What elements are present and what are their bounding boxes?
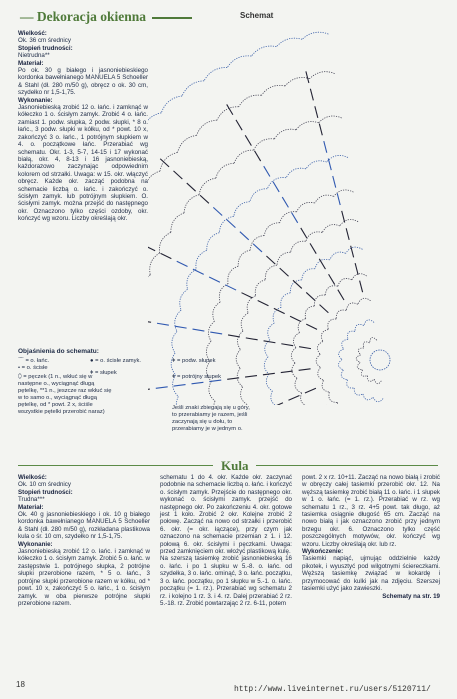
chain-arc: [187, 269, 196, 289]
chain-arc: [238, 250, 250, 266]
chain-arc: [209, 381, 215, 401]
chain-arc: [338, 402, 348, 405]
chain-arc: [317, 341, 323, 354]
chain-arc: [159, 232, 170, 253]
chain-arc: [322, 380, 329, 392]
stitch-mark: [360, 281, 363, 293]
stitch-mark: [173, 171, 182, 179]
chain-arc: [285, 77, 309, 85]
stitch-mark: [342, 211, 345, 223]
chain-arc: [264, 223, 280, 236]
section-heading: Wykonanie:: [18, 96, 53, 104]
stitch-mark: [306, 324, 317, 329]
chain-arc: [341, 370, 347, 380]
chain-arc: [367, 376, 374, 382]
stitch-mark: [157, 323, 169, 325]
stitch-mark: [306, 71, 309, 83]
chain-arc: [216, 163, 234, 178]
section-heading: Wielkość:: [18, 474, 47, 481]
chain-arc: [297, 202, 315, 211]
stitch-mark: [306, 292, 315, 300]
stitch-mark: [258, 301, 269, 306]
chain-arc: [184, 195, 199, 213]
page-title: — Dekoracja okienna: [20, 9, 192, 25]
chain-arc: [175, 310, 181, 331]
chain-arc: [314, 295, 325, 306]
chain-arc: [346, 303, 358, 310]
stitch-mark: [236, 120, 242, 130]
chain-arc: [356, 355, 360, 363]
chain-arc: [364, 320, 374, 326]
chain-arc: [286, 168, 306, 178]
chain-arc: [281, 293, 291, 308]
cluster-icon: ⬯: [18, 374, 22, 380]
stitch-mark: [328, 159, 331, 171]
section-heading: Wykonanie:: [18, 540, 53, 548]
stitch-mark: [299, 347, 311, 349]
chain-arc: [204, 67, 227, 80]
chain-arc: [293, 333, 299, 348]
section-text: Trudna***: [18, 496, 45, 504]
stitch-mark: [254, 151, 260, 161]
chain-arc: [150, 253, 160, 275]
stitch-mark: [148, 320, 151, 322]
stitch-mark: [266, 256, 275, 264]
stitch-mark: [333, 176, 336, 188]
chain-arc: [338, 359, 343, 370]
stitch-mark: [264, 166, 270, 176]
chain-arc: [301, 393, 309, 405]
chain-arc: [227, 56, 251, 68]
chain-arc: [347, 331, 355, 339]
chain-arc: [180, 289, 188, 310]
stitch-mark: [293, 280, 302, 288]
stitch-mark: [320, 305, 329, 313]
chain-arc: [358, 298, 371, 304]
stitch-mark: [319, 259, 325, 269]
legend-title: Objaśnienia do schematu:: [18, 348, 99, 355]
chain-arc: [316, 354, 320, 367]
chain-arc: [363, 342, 369, 348]
section-heading: Stopień trudności:: [18, 44, 73, 52]
stitch-mark: [156, 387, 168, 389]
stitch-mark: [209, 277, 220, 282]
chain-arc: [197, 120, 217, 135]
single-crochet-icon: •: [18, 365, 21, 371]
chain-arc: [148, 171, 160, 191]
stitch-mark: [282, 197, 288, 207]
stitch-mark: [338, 290, 344, 300]
chain-arc: [325, 286, 338, 295]
chain-arc: [358, 348, 364, 355]
chain-arc: [291, 348, 296, 363]
double-crochet-icon: ǂ: [90, 370, 94, 376]
stitch-mark: [280, 268, 289, 276]
chain-arc: [342, 339, 348, 349]
chain-arc: [261, 85, 285, 95]
chain-arc: [228, 266, 238, 283]
chain-arc: [295, 378, 302, 393]
chain-arc: [338, 279, 352, 287]
chain-arc: [336, 310, 346, 319]
stitch-mark: [253, 244, 262, 252]
stitch-mark: [148, 389, 150, 391]
stitch-mark: [319, 124, 322, 136]
chain-arc: [276, 38, 302, 47]
section-text: Ok. 40 g jasnoniebieskiego i ok. 10 g białego kordonka bawełnianego MANUELA 5 Schoeller & Stahl (dł. 280 m/50 g), rozkładana plastikowa kula o śr. 10 cm, szydełko nr 1,5-1,75.: [18, 511, 150, 541]
stitch-mark: [281, 371, 293, 373]
chain-arc: [346, 247, 363, 253]
stitch-mark: [324, 141, 327, 153]
chain-arc: [171, 213, 184, 233]
chain-arc: [241, 387, 248, 405]
chain-symbol-icon: ⌒: [18, 358, 24, 364]
stitch-mark: [245, 135, 251, 145]
stitch-mark: [187, 183, 196, 191]
chain-arc: [302, 32, 328, 39]
stitch-mark: [240, 232, 249, 240]
chain-arc: [255, 280, 265, 296]
chain-arc: [374, 379, 382, 384]
chain-arc: [265, 265, 277, 280]
chain-arc: [361, 370, 367, 376]
chain-arc: [241, 313, 248, 331]
section-heading: Stopień trudności:: [18, 488, 73, 496]
legend-left: ⌒ = o. łańc. • = o. ścisłe ⬯ = pęczek (1 n., wkłuć się w następne o., wyciągnąć długą pętelkę, **1 n., jeszcze raz wkłuć się w to samo o., wyciągnąć długą pętelkę, od * powt. 2 x, ściśle wszystkie pętelki przerobić naraz): [18, 358, 112, 415]
legend-middle: ● = o. ścisłe zamyk. ǂ = słupek: [90, 358, 142, 376]
chain-arc: [328, 319, 336, 330]
stitch-mark: [274, 308, 285, 313]
chain-arc: [291, 241, 306, 252]
chain-arc: [319, 116, 342, 123]
section-heading: Materiał:: [18, 59, 44, 67]
stitch-mark: [225, 285, 236, 290]
chain-arc: [172, 331, 177, 353]
chain-arc: [264, 357, 269, 374]
chain-arc: [302, 269, 315, 280]
stitch-mark: [290, 316, 301, 321]
chain-arc: [347, 380, 354, 388]
chain-arc: [234, 150, 254, 163]
chain-arc: [339, 349, 344, 359]
chain-arc: [310, 72, 335, 79]
chain-arc: [219, 284, 228, 302]
chain-arc: [334, 190, 354, 196]
section-heading: Wielkość:: [18, 30, 47, 37]
stitch-mark: [161, 253, 172, 258]
stitch-mark: [241, 293, 252, 298]
chain-arc: [266, 374, 272, 391]
chain-arc: [329, 392, 338, 402]
page-number: 18: [16, 680, 25, 689]
stitch-mark: [310, 89, 313, 101]
stitch-mark: [174, 385, 186, 387]
stitch-mark: [264, 341, 276, 343]
stitch-mark: [288, 395, 299, 400]
stitch-mark: [329, 274, 335, 284]
stitch-mark: [246, 338, 258, 340]
chain-arc: [217, 107, 239, 120]
chain-arc: [213, 302, 220, 321]
chain-arc: [370, 338, 377, 343]
chain-arc: [357, 363, 362, 370]
chain-arc: [352, 274, 367, 280]
chain-arc: [247, 296, 255, 313]
chain-arc: [207, 233, 220, 251]
stitch-mark: [228, 335, 240, 337]
chain-arc: [315, 195, 334, 203]
schemat-label: Schemat: [240, 11, 274, 20]
stitch-mark: [305, 388, 316, 393]
stitch-mark: [193, 329, 205, 331]
chain-arc: [318, 368, 324, 381]
section-text: Nietrudna**: [18, 52, 50, 60]
chain-arc: [176, 396, 183, 405]
chain-arc: [182, 81, 204, 96]
stitch-mark: [292, 213, 298, 223]
chain-arc: [234, 202, 250, 217]
chain-arc: [354, 388, 363, 395]
chain-arc: [268, 323, 275, 340]
chain-arc: [148, 275, 150, 297]
chain-arc: [274, 129, 296, 139]
kula-column-3: powt. 2 x rz. 10+11. Zacząć na nowo białą i zrobić w obręczy całej tasiemki przerobić okr. 12. Na węższą tasiemkę zrobić białą 11 o. łańc. i 1 słupek w 1 o. łańc. (= 1. rz.). Przerabiać w rz. wg schematu 1 rz., 3 rz. 4+5 powt. tak długo, aż tasiemka osiągnie długość 65 cm. Zacząć na nowo białą i jak oznaczono zrobić przy jednym brzegu okr. 6. Oznaczono tylko część poszczególnych motywów, okr. kończyć wg wzoru. Liczby określają okr. lub rz. Wykończenie: Tasiemki napiąć, ujmując oddzielnie każdy pikotek, i wyusztyć pod wilgotnymi ściereczkami. Węższą tasiemkę związać w kokardę i przymocować do kulki jak na zdjęciu. Szerszej tasiemki użyć jako zawieszki. Schematy na str. 19: [302, 474, 440, 600]
legend-note: Jeśli znaki zbiegają się u góry, to przerabiamy je razem, jeśli zaczynają się u dołu, to przerabiamy je w jednym o.: [172, 405, 250, 432]
stitch-mark: [337, 193, 340, 205]
chain-arc: [161, 96, 182, 113]
chain-arc: [239, 95, 262, 107]
chain-arc: [296, 122, 319, 130]
chain-arc: [250, 189, 268, 202]
slip-stitch-icon: ●: [90, 358, 94, 364]
chain-arc: [208, 321, 214, 341]
chain-arc: [237, 331, 243, 350]
stitch-mark: [175, 326, 187, 328]
chain-arc: [355, 324, 364, 331]
section-text: Ok. 36 cm średnicy: [18, 37, 71, 45]
kula-column-2: schematu 1 do 4. okr. Każde okr. zaczynać podobnie na schemacie liczbą o. łańc. i kończyć o. ścisłym zamyk. Przejście do następnego okr. wykonać o. ścisłymi zamyk. przejść do następnego okr. Po zakończeniu 4. okr. gotowe jest 1 koło. Zrobić 2 okr. Kolejne zrobić 2 połowę. Zacząć na nowo od strzałki i przerobić 6. okr. (= okr. łączące), przy czym jak oznaczono na schemacie przemian z 1. i 12. połową 6. okr. ścisłymi i pęczkami. Uwaga: przed zamknięciem okr. włożyć plastikową kulę. Na szerszą tasiemkę zrobić jasnoniebieską 16 o. łańc. i po 1 słupku w 5.-8. o. łańc. od szydełka, 3 o. łańc. ominąć, 3 o. łańc. początku, 3 o. łańc. początku, po 1 słupku w 5.-1. o. łańc. początku (= 1. rz.). Przerabiać wg schematu 2 rz. i kolejno 1 rz. 3. i 4. rz. Dalej przerabiać 2 rz. 5.-18. rz. Zrobić powtarzając 2 rz. 6-11, potem: [160, 474, 292, 607]
chain-arc: [178, 135, 197, 152]
crochet-diagram: [148, 20, 452, 405]
stitch-mark: [299, 369, 311, 371]
stitch-mark: [310, 243, 316, 253]
stitch-mark: [193, 269, 204, 274]
stitch-mark: [213, 207, 222, 215]
chain-arc: [254, 139, 275, 150]
chain-arc: [330, 252, 346, 260]
stitch-mark: [272, 403, 283, 405]
chain-arc: [305, 306, 314, 319]
chain-arc: [363, 394, 373, 400]
section-text: Po ok. 30 g białego i jasnoniebieskiego kordonka bawełnianego MANUELA 5 Schoeller & Stahl (dł. 280 m/50 g), obręcz o ok. 30 cm, szydełko nr 1,5-1,75.: [18, 67, 148, 97]
section-text: Ok. 10 cm średnicy: [18, 481, 71, 489]
chain-arc: [340, 219, 358, 225]
chain-arc: [373, 397, 384, 401]
chain-arc: [199, 178, 216, 195]
stitch-mark: [273, 182, 279, 192]
chain-arc: [277, 252, 291, 265]
stitch-mark: [281, 344, 293, 346]
kula-column-1: [18, 474, 150, 607]
stitch-mark: [355, 263, 358, 275]
stitch-mark: [148, 245, 155, 250]
stitch-mark: [227, 104, 233, 114]
chain-arc: [327, 155, 348, 162]
double-treble-icon: ǂ: [172, 374, 176, 380]
section-heading: Materiał:: [18, 503, 44, 511]
stitch-mark: [315, 106, 318, 118]
chain-arc: [271, 391, 278, 405]
chain-arc: [321, 329, 328, 341]
stitch-mark: [227, 220, 236, 228]
chain-arc: [148, 113, 161, 132]
chain-arc: [196, 250, 207, 269]
legend-right: ǂ = podw. słupek ǂ = potrójny słupek: [172, 358, 222, 380]
stitch-mark: [346, 228, 349, 240]
chain-arc: [322, 225, 340, 233]
treble-icon: ǂ: [172, 358, 176, 364]
stitch-mark: [263, 373, 275, 375]
section-text: Jasnoniebieską zrobić 12 o. łańc. i zamknąć w kółeczko 1 o. ścisłym zamyk. Zrobić 4 o. łańc. zamiast 1. podw. słupka, 2 podw. słupki, * 8 o. łańc., 3 podw. słupki w kółku, od * powt. 10 x, zakończyć 3 o. łańc., 1 potrójnym słupkiem w 4. o. początkowe łańc. Przerabiać wg schematu. Okr. 1-3, 5-7, 14-15 i 17 wykonać białą, okr. 4, 8-13 i 16 jasnoniebieską, każdorazowo zaczynając odpowiednim kolorem od strzałki. Uwaga: w 15. okr. włączyć obręcz. Każde okr. zacząć podobna na schemacie liczbą o. łańc. i zakończyć o. ścisłym zamyk. lub potrójnym słupkiem. O. ścisłymi zamyk. można przejść do następnego okr. Oznaczono tylko części ozdoby, okr. kończyć wg wzoru. Liczby określają okr.: [18, 104, 148, 223]
section-text: Jasnoniebieską zrobić 12 o. łańc. i zamknąć w kółeczko 1 o. ścisłym zamyk. Zrobić 5 o. łańc. w zastępstwie 1. potrójnego słupka, 2 potrójne słupki przerobione razem, * 5 o. łańc., 3 potrójne słupki przerobione razem w kółku, od * powt. 10 x, zakończyć 5 o. łańc., 1 o. ścisłym zamyk. w oba pierwsze potrójne słupki przerobione razem.: [18, 548, 150, 607]
stitch-mark: [301, 228, 307, 238]
chain-arc: [251, 46, 276, 56]
center-ring: [370, 350, 390, 370]
stitch-mark: [177, 261, 188, 266]
watermark-url: http://www.liveinternet.ru/users/5120711/: [234, 685, 431, 694]
chain-arc: [306, 161, 327, 169]
stitch-mark: [191, 382, 203, 384]
stitch-mark: [210, 332, 222, 334]
stitch-mark: [200, 195, 209, 203]
chain-arc: [306, 232, 323, 241]
instructions-column: [18, 30, 148, 223]
section-title-kula: Kula: [213, 458, 256, 474]
